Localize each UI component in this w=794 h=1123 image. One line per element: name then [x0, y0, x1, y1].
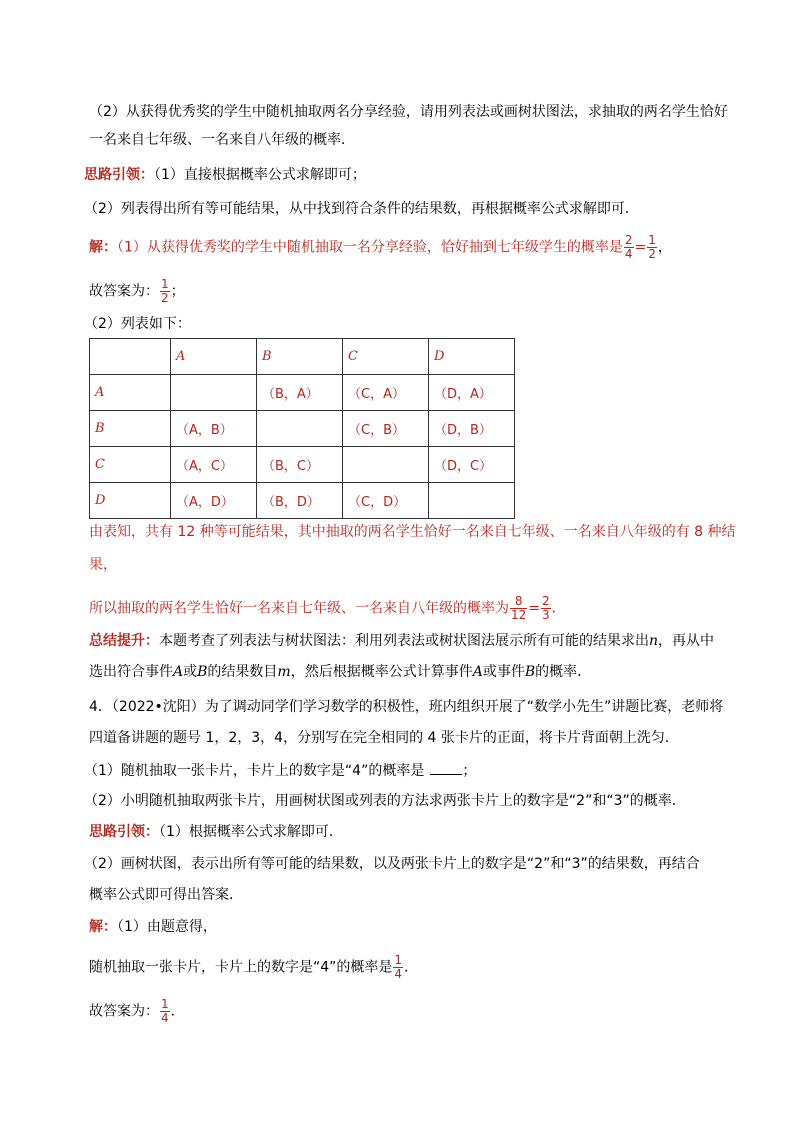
table-cell: （B，C） [257, 447, 343, 483]
q3-solution-1: 解：（1）从获得优秀奖的学生中随机抽取一名分享经验，恰好抽到七年级学生的概率是 $\frac{2}{4}$ = $\frac{1}{2}$ ， [89, 233, 672, 261]
fraction: $\frac{8}{12}$ [511, 594, 527, 622]
q3-table-intro: （2）列表如下： [84, 316, 191, 332]
q4-answer: 故答案为： $\frac{1}{4}$ ． [89, 997, 185, 1025]
q4-part2: （2）小明随机抽取两张卡片，用画树状图或列表的方法求两张卡片上的数字是“2”和“3”的概率． [84, 793, 686, 809]
table-cell [343, 447, 429, 483]
solution-text: （1）从获得优秀奖的学生中随机抽取一名分享经验，恰好抽到七年级学生的概率是 [117, 239, 623, 256]
table-cell: D [429, 339, 515, 375]
answer-label: 故答案为： [89, 1003, 159, 1020]
q3-result-line1: 由表知，共有 12 种等可能结果，其中抽取的两名学生恰好一名来自七年级、一名来自八年级的有 8 种结 [89, 524, 736, 540]
table-cell: （D，C） [429, 447, 515, 483]
table-cell: C [343, 339, 429, 375]
fraction: $\frac{2}{3}$ [542, 594, 550, 622]
answer-label: 故答案为： [89, 283, 159, 300]
hint-text: （1）直接根据概率公式求解即可； [154, 167, 366, 183]
fraction: $\frac{2}{4}$ [624, 233, 633, 261]
q3-part2-question-line1: （2）从获得优秀奖的学生中随机抽取两名分享经验，请用列表法或画树状图法，求抽取的两名学生恰好 [89, 104, 728, 120]
table-cell: A [90, 375, 171, 411]
table-cell: （C，A） [343, 375, 429, 411]
table-cell: （A，C） [171, 447, 257, 483]
table-row [90, 375, 515, 411]
table-row [90, 483, 515, 519]
table-cell [257, 411, 343, 447]
q3-summary-line2: 选出符合事件A或B的结果数目m，然后根据概率公式计算事件A或事件B的概率． [89, 664, 592, 680]
table-row [90, 447, 515, 483]
outcome-table [89, 338, 515, 519]
q3-result-line2: 果， [89, 557, 117, 573]
q4-solution-2: 随机抽取一张卡片，卡片上的数字是“4”的概率是 $\frac{1}{4}$ ． [89, 953, 419, 981]
table-cell: （D，A） [429, 375, 515, 411]
table-cell [429, 483, 515, 519]
q4-solution-1: 解：（1）由题意得， [89, 919, 217, 935]
table-cell: （C，B） [343, 411, 429, 447]
q3-answer-1: 故答案为： $\frac{1}{2}$ ； [89, 277, 185, 305]
q4-intro-line2: 四道备讲题的题号 1，2，3，4，分别写在完全相同的 4 张卡片的正面，将卡片背面朝上洗匀． [89, 730, 679, 746]
table-cell: （B，D） [257, 483, 343, 519]
q3-hint [84, 165, 366, 185]
hint-label: 思路引领： [84, 167, 154, 183]
q4-intro-line1: 4．（2022•沈阳）为了调动同学们学习数学的积极性，班内组织开展了“数学小先生”讲题比赛，老师将 [89, 699, 724, 715]
q4-hint-2a: （2）画树状图，表示出所有等可能的结果数，以及两张卡片上的数字是“2”和“3”的结果数，再结合 [84, 856, 700, 872]
table-header-row [90, 339, 515, 375]
table-cell: （C，D） [343, 483, 429, 519]
q3-hint-2: （2）列表得出所有等可能结果，从中找到符合条件的结果数，再根据概率公式求解即可． [84, 201, 639, 217]
fraction: $\frac{1}{2}$ [648, 233, 656, 261]
table-cell: （A，D） [171, 483, 257, 519]
q3-conclusion: 所以抽取的两名学生恰好一名来自七年级、一名来自八年级的概率为 $\frac{8}{12}$ = $\frac{2}{3}$ ． [89, 594, 566, 622]
fraction: $\frac{1}{4}$ [161, 997, 169, 1025]
table-cell: A [171, 339, 257, 375]
hint-label: 思路引领： [89, 824, 159, 840]
table-cell: D [90, 483, 171, 519]
q4-hint-2b: 概率公式即可得出答案． [89, 887, 243, 903]
table-cell: （B，A） [257, 375, 343, 411]
fraction: $\frac{1}{4}$ [394, 953, 403, 981]
q3-part2-question-line2: 一名来自七年级、一名来自八年级的概率． [89, 132, 355, 148]
table-cell: （A，B） [171, 411, 257, 447]
table-cell: （D，B） [429, 411, 515, 447]
q4-hint: 思路引领：（1）根据概率公式求解即可． [89, 824, 343, 840]
table-row [90, 411, 515, 447]
table-cell [171, 375, 257, 411]
fraction: $\frac{1}{2}$ [161, 277, 169, 305]
answer-blank [430, 760, 462, 775]
solution-label: 解： [89, 919, 117, 935]
table-cell: C [90, 447, 171, 483]
solution-label: 解： [89, 239, 117, 256]
summary-label: 总结提升： [89, 633, 159, 649]
table-cell: B [90, 411, 171, 447]
q3-summary-line1: 总结提升：本题考查了列表法与树状图法：利用列表法或树状图法展示所有可能的结果求出n，再从中 [89, 633, 715, 649]
table-cell: B [257, 339, 343, 375]
q4-part1: （1）随机抽取一张卡片，卡片上的数字是“4”的概率是 ； [84, 760, 476, 781]
table-cell [90, 339, 171, 375]
